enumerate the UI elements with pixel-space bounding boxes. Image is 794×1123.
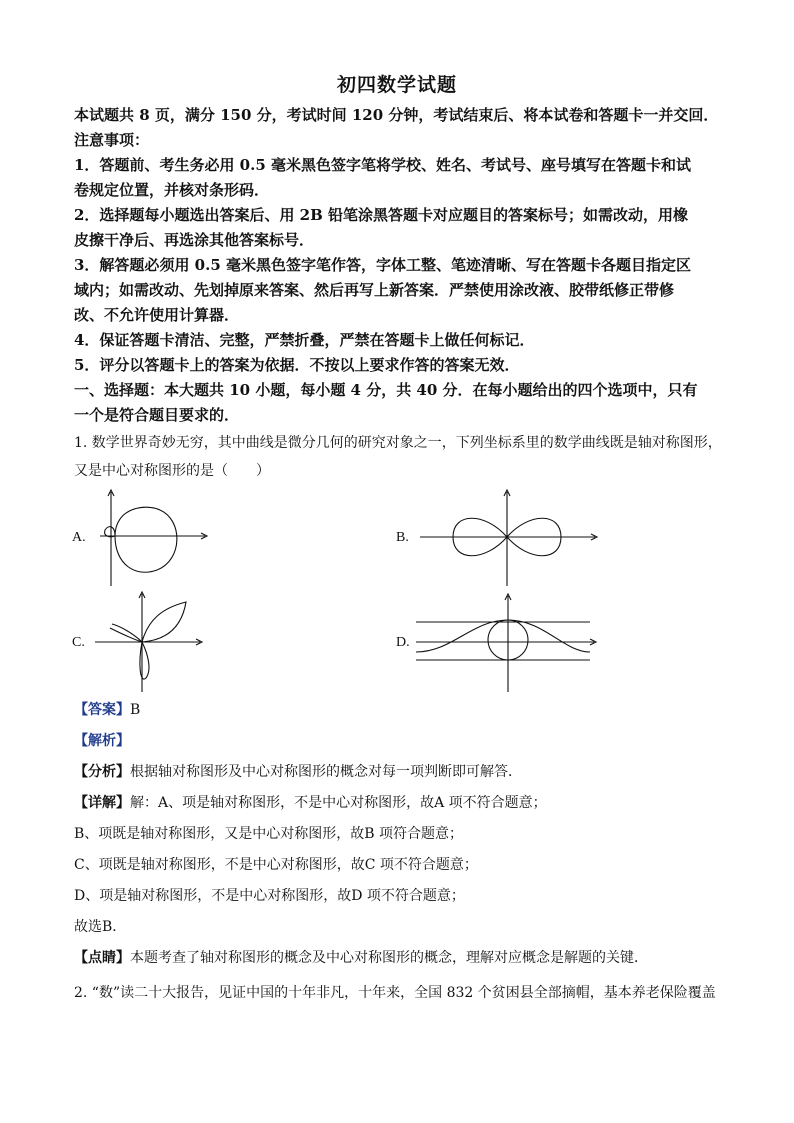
answer-tag: 【答案】	[74, 702, 130, 718]
fenxi-line	[74, 762, 734, 782]
option-b-label: B.	[396, 530, 409, 545]
question-1-stem: 1. 数学世界奇妙无穷，其中曲线是微分几何的研究对象之一，下列坐标系里的数学曲线既是轴对称图形，	[74, 435, 722, 451]
notice-line: 1．答题前、考生务必用 0.5 毫米黑色签字笔将学校、姓名、考试号、座号填写在答题卡和试	[74, 156, 691, 174]
detail-line: D、项是轴对称图形，不是中心对称图形，故D 项不符合题意；	[74, 888, 465, 904]
page-title: 初四数学试题	[336, 74, 457, 96]
notice-line: 4．保证答题卡清洁、完整，严禁折叠，严禁在答题卡上做任何标记．	[74, 331, 535, 349]
analysis-line	[74, 731, 734, 751]
notice-line: 卷规定位置，并核对条形码．	[74, 181, 270, 199]
notice-line: 3．解答题必须用 0.5 毫米黑色签字笔作答，字体工整、笔迹清晰、写在答题卡各题目指定区	[74, 256, 691, 274]
answer-value: B	[130, 702, 141, 718]
question-2-stem: 2. “数”读二十大报告，见证中国的十年非凡，十年来，全国 832 个贫困县全部摘帽，基本养老保险覆盖	[74, 985, 716, 1001]
notice-line: 2．选择题每小题选出答案后、用 2B 铅笔涂黑答题卡对应题目的答案标号；如需改动，用橡	[74, 206, 689, 224]
option-a-label: A.	[72, 530, 86, 545]
comment-tag: 【点睛】	[74, 950, 130, 966]
answer-line	[74, 700, 734, 720]
option-a-figure	[95, 488, 215, 588]
question-1-stem: 又是中心对称图形的是（ ）	[74, 463, 270, 479]
option-b-figure	[415, 488, 605, 588]
detail-line: B、项既是轴对称图形，又是中心对称图形，故B 项符合题意；	[74, 826, 464, 842]
detail-tag: 【详解】	[74, 795, 130, 811]
notice-heading: 注意事项：	[74, 131, 150, 149]
notice-line: 5．评分以答题卡上的答案为依据．不按以上要求作答的答案无效．	[74, 356, 520, 374]
analysis-tag: 【解析】	[74, 733, 130, 749]
option-c-figure	[90, 590, 210, 695]
intro-text: 本试题共 8 页，满分 150 分，考试时间 120 分钟，考试结束后、将本试卷和答题卡一并交回．	[74, 106, 719, 124]
option-d-label: D.	[396, 635, 410, 650]
comment-text: 本题考查了轴对称图形的概念及中心对称图形的概念，理解对应概念是解题的关键．	[130, 950, 648, 966]
detail-line	[74, 793, 734, 813]
fenxi-tag: 【分析】	[74, 764, 130, 780]
notice-line: 域内；如需改动、先划掉原来答案、然后再写上新答案．严禁使用涂改液、胶带纸修正带修	[74, 281, 675, 299]
fenxi-text: 根据轴对称图形及中心对称图形的概念对每一项判断即可解答．	[130, 764, 522, 780]
option-c-label: C.	[72, 635, 85, 650]
notice-line: 改、不允许使用计算器．	[74, 306, 240, 324]
section-heading: 一、选择题：本大题共 10 小题，每小题 4 分，共 40 分．在每小题给出的四个选项中，只有	[74, 381, 698, 399]
detail-line: C、项既是轴对称图形，不是中心对称图形，故C 项不符合题意；	[74, 857, 478, 873]
comment-line	[74, 948, 734, 968]
detail-text: 解：A、项是轴对称图形，不是中心对称图形，故A 项不符合题意；	[130, 795, 547, 811]
detail-line: 故选B．	[74, 919, 127, 935]
notice-line: 皮擦干净后、再选涂其他答案标号．	[74, 231, 315, 249]
option-d-figure	[412, 592, 602, 694]
section-heading: 一个是符合题目要求的．	[74, 406, 240, 424]
